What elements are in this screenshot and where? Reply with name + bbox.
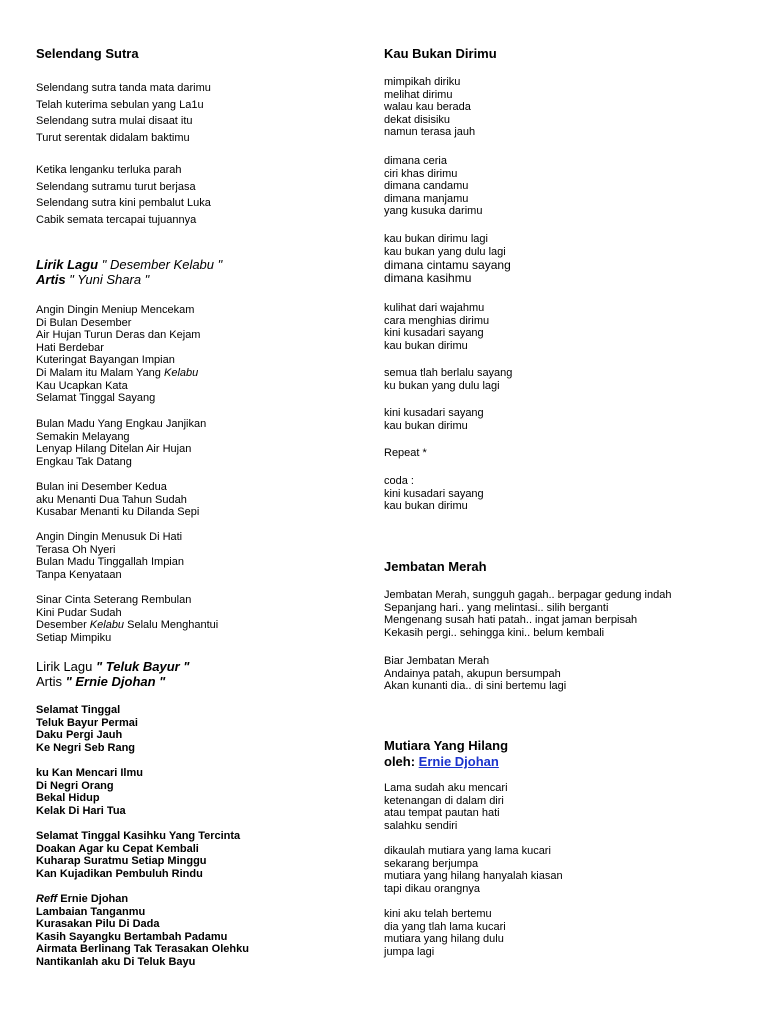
lyric-line: Kurasakan Pilu Di Dada: [36, 918, 160, 931]
lyric-line: ku bukan yang dulu lagi: [384, 379, 500, 392]
desember-stanza-5: [36, 594, 218, 644]
label-lirik-lagu: Lirik Lagu: [36, 659, 93, 674]
lyric-line: Kasih Sayangku Bertambah Padamu: [36, 930, 228, 943]
desember-stanza-1: [36, 304, 200, 405]
lyric-line: dimana ceria: [384, 155, 447, 167]
lyric-line: ciri khas dirimu: [384, 167, 458, 180]
lyric-text: Ernie Djohan: [57, 893, 129, 905]
lyric-line: cara menghias dirimu: [384, 314, 490, 327]
artist-name: " Ernie Djohan ": [62, 674, 166, 689]
artist-link[interactable]: Ernie Djohan: [418, 754, 499, 769]
lyric-line: Engkau Tak Datang: [36, 455, 132, 468]
lyric-line: Sepanjang hari.. yang melintasi.. silih berganti: [384, 601, 609, 614]
lyric-line: Kelak Di Hari Tua: [36, 804, 126, 817]
lyric-line: Selendang sutramu turut berjasa: [36, 180, 196, 193]
lyric-line: Kau Ucapkan Kata: [36, 379, 128, 392]
lyric-line: mutiara yang hilang hanyalah kiasan: [384, 870, 563, 883]
lyric-line: Daku Pergi Jauh: [36, 729, 123, 742]
lyric-line: Selamat Tinggal Sayang: [36, 392, 156, 405]
kau-stanza-5: [384, 367, 512, 392]
jembatan-stanza-1: [384, 589, 671, 639]
kau-stanza-6: [384, 407, 484, 432]
lyric-line: walau kau berada: [384, 101, 471, 114]
lyric-line: Turut serentak didalam baktimu: [36, 131, 190, 144]
lyric-text: Selalu Menghantui: [124, 619, 219, 632]
lyric-line: Cabik semata tercapai tujuannya: [36, 213, 197, 226]
lyric-line: Angin Dingin Meniup Mencekam: [36, 304, 195, 316]
lyric-text: Di Malam itu Malam Yang: [36, 366, 164, 379]
lyric-line: Andainya patah, akupun bersumpah: [384, 667, 561, 680]
lyric-line: yang kusuka darimu: [384, 205, 483, 218]
lyric-line: kau bukan yang dulu lagi: [384, 245, 506, 258]
teluk-header-artis: [36, 674, 189, 689]
lyric-line: ku Kan Mencari Ilmu: [36, 767, 143, 779]
reff-label: Reff: [36, 893, 58, 905]
teluk-header-lirik: [36, 659, 189, 674]
lyric-line: Terasa Oh Nyeri: [36, 543, 116, 556]
mutiara-stanza-2: [384, 845, 563, 895]
lyric-line: Bekal Hidup: [36, 792, 100, 805]
song-title-kau-bukan-dirimu: Kau Bukan Dirimu: [384, 46, 497, 61]
lyric-line: kau bukan dirimu: [384, 500, 468, 513]
desember-header-lirik: [36, 257, 222, 272]
selendang-stanza-1: [36, 80, 211, 146]
desember-stanza-2: [36, 418, 206, 468]
lyric-line: mimpikah diriku: [384, 76, 461, 88]
lyric-line: kulihat dari wajahmu: [384, 302, 485, 314]
teluk-stanza-3: [36, 830, 240, 880]
lyric-line: dekat disisiku: [384, 113, 451, 126]
lyric-italic: Kelabu: [163, 366, 199, 379]
lyric-line: salahku sendiri: [384, 819, 458, 832]
lyric-line: Jembatan Merah, sungguh gagah.. berpagar gedung indah: [384, 589, 672, 601]
mutiara-header: [384, 738, 508, 770]
lyric-line: [36, 619, 218, 632]
lyric-line: Mengenang susah hati patah.. ingat jaman berpisah: [384, 614, 638, 627]
lyric-line: Kuharap Suratmu Setiap Minggu: [36, 855, 207, 868]
lyric-line: dimana manjamu: [384, 192, 469, 205]
lyric-line: kau bukan dirimu: [384, 339, 468, 352]
lyric-line: sekarang berjumpa: [384, 857, 479, 870]
lyric-line: dimana kasihmu: [384, 270, 472, 285]
lyric-line: [36, 367, 200, 380]
lyric-line: atau tempat pautan hati: [384, 807, 500, 820]
lyric-line: Angin Dingin Menusuk Di Hati: [36, 531, 183, 543]
lyric-line: jumpa lagi: [384, 945, 435, 958]
lyric-line: Kini Pudar Sudah: [36, 606, 122, 619]
kau-stanza-3-cont: [384, 259, 511, 284]
lyric-line: dimana cintamu sayang: [384, 258, 511, 272]
lyric-line: Bulan ini Desember Kedua: [36, 481, 167, 493]
lyric-line: Hati Berdebar: [36, 341, 104, 354]
lyric-line: Telah kuterima sebulan yang La1u: [36, 98, 204, 111]
kau-coda: [384, 475, 484, 513]
byline-label: oleh:: [384, 754, 419, 769]
lyric-line: Nantikanlah aku Di Teluk Bayu: [36, 955, 196, 968]
lyric-line: dimana candamu: [384, 180, 469, 193]
song-name: " Teluk Bayur ": [92, 659, 190, 674]
lyric-line: Di Negri Orang: [36, 779, 114, 792]
song-title-selendang-sutra: Selendang Sutra: [36, 46, 139, 61]
teluk-stanza-2: [36, 767, 143, 817]
lyric-line: Kan Kujadikan Pembuluh Rindu: [36, 867, 203, 880]
lyric-line: Teluk Bayur Permai: [36, 716, 138, 729]
kau-stanza-2: [384, 155, 482, 218]
lyric-line: Setiap Mimpiku: [36, 631, 112, 644]
lyric-line: namun terasa jauh: [384, 126, 476, 139]
lyric-line: Selamat Tinggal Kasihku Yang Tercinta: [36, 830, 241, 842]
lyric-line: Air Hujan Turun Deras dan Kejam: [36, 329, 201, 342]
selendang-stanza-2: [36, 162, 211, 228]
jembatan-stanza-2: [384, 655, 566, 693]
lyric-text: Desember: [36, 619, 90, 632]
lyric-line: [36, 893, 249, 906]
song-title-mutiara: Mutiara Yang Hilang: [384, 738, 509, 753]
lyric-line: Biar Jembatan Merah: [384, 655, 490, 667]
lyric-line: aku Menanti Dua Tahun Sudah: [36, 493, 187, 506]
lyric-line: kau bukan dirimu lagi: [384, 233, 488, 245]
desember-stanza-4: [36, 531, 184, 581]
lyric-line: semua tlah berlalu sayang: [384, 367, 513, 379]
mutiara-stanza-1: [384, 782, 508, 832]
lyric-line: Kekasih pergi.. sehingga kini.. belum kembali: [384, 626, 605, 639]
lyric-line: Bulan Madu Tinggallah Impian: [36, 556, 184, 569]
teluk-header: [36, 659, 189, 689]
lyric-line: dia yang tlah lama kucari: [384, 920, 506, 933]
lyric-line: Kuteringat Bayangan Impian: [36, 354, 175, 367]
lyric-line: Lambaian Tanganmu: [36, 905, 146, 918]
lyric-line: kini kusadari sayang: [384, 327, 484, 340]
teluk-stanza-4: [36, 893, 249, 969]
desember-header: [36, 257, 222, 287]
mutiara-byline: [384, 754, 508, 770]
lyric-line: mutiara yang hilang dulu: [384, 933, 504, 946]
lyric-line: dikaulah mutiara yang lama kucari: [384, 845, 551, 857]
lyric-line: Airmata Berlinang Tak Terasakan Olehku: [36, 943, 249, 956]
desember-header-artis: [36, 272, 222, 287]
kau-repeat: Repeat *: [384, 447, 427, 459]
teluk-stanza-1: [36, 704, 138, 754]
lyric-line: Selendang sutra kini pembalut Luka: [36, 197, 211, 210]
desember-stanza-3: [36, 481, 199, 519]
lyric-line: tapi dikau orangnya: [384, 882, 481, 895]
lyric-line: Ketika lenganku terluka parah: [36, 164, 182, 176]
lyric-line: Tanpa Kenyataan: [36, 568, 122, 581]
lyric-line: Sinar Cinta Seterang Rembulan: [36, 594, 192, 606]
song-name: " Desember Kelabu ": [98, 257, 223, 272]
lyric-line: kini kusadari sayang: [384, 487, 484, 500]
artist-name: " Yuni Shara ": [65, 272, 150, 287]
kau-stanza-3: [384, 233, 506, 258]
lyric-line: kau bukan dirimu: [384, 419, 468, 432]
lyric-line: Selendang sutra mulai disaat itu: [36, 115, 193, 128]
lyric-line: kini aku telah bertemu: [384, 908, 492, 920]
lyric-line: coda :: [384, 475, 414, 487]
label-artis: Artis: [36, 674, 62, 689]
lyric-italic: Kelabu: [89, 619, 125, 632]
lyric-line: Doakan Agar ku Cepat Kembali: [36, 842, 199, 855]
lyric-line: Semakin Melayang: [36, 430, 130, 443]
lyric-line: Lenyap Hilang Ditelan Air Hujan: [36, 443, 192, 456]
kau-stanza-1: [384, 76, 475, 139]
kau-stanza-4: [384, 302, 489, 352]
lyric-line: kini kusadari sayang: [384, 407, 484, 419]
lyric-line: Ke Negri Seb Rang: [36, 741, 136, 754]
lyric-line: Selamat Tinggal: [36, 704, 121, 716]
lyric-line: Kusabar Menanti ku Dilanda Sepi: [36, 506, 200, 519]
lyric-line: Di Bulan Desember: [36, 316, 132, 329]
song-title-jembatan-merah: Jembatan Merah: [384, 559, 487, 574]
lyric-line: Lama sudah aku mencari: [384, 782, 508, 794]
mutiara-stanza-3: [384, 908, 506, 958]
lyric-line: ketenangan di dalam diri: [384, 794, 504, 807]
label-lirik-lagu: Lirik Lagu: [36, 257, 99, 272]
lyric-line: Selendang sutra tanda mata darimu: [36, 82, 211, 94]
lyric-line: melihat dirimu: [384, 88, 453, 101]
label-artis: Artis: [36, 272, 66, 287]
lyric-line: Akan kunanti dia.. di sini bertemu lagi: [384, 680, 567, 693]
lyric-line: Bulan Madu Yang Engkau Janjikan: [36, 418, 207, 430]
